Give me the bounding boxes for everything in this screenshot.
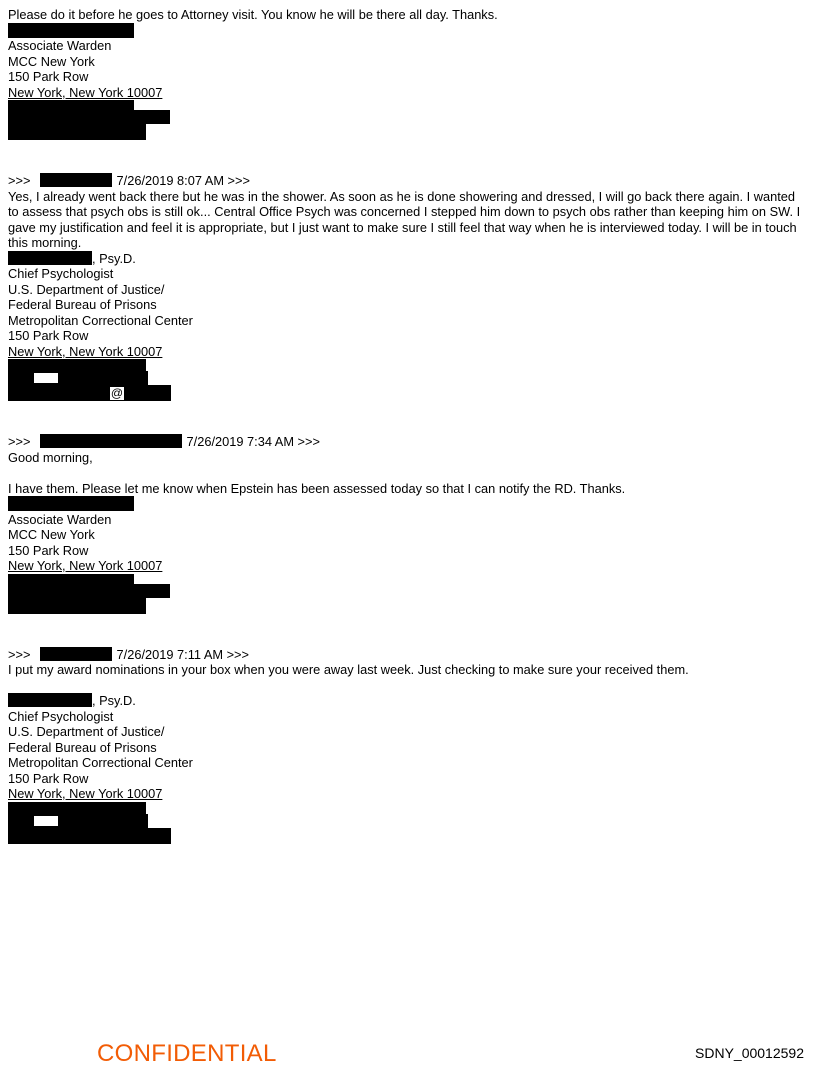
email-3-sig-city: New York, New York 10007 — [8, 558, 163, 573]
redaction — [8, 693, 92, 707]
bates-number: SDNY_00012592 — [695, 1045, 804, 1061]
email-2-credentials: , Psy.D. — [92, 250, 136, 266]
email-2 — [8, 173, 808, 403]
email-2-sig-facility: Metropolitan Correctional Center — [8, 312, 193, 328]
email-4-sig-title: Chief Psychologist — [8, 708, 114, 724]
redaction — [8, 814, 148, 828]
email-3-body: I have them. Please let me know when Epstein has been assessed today so that I can notify the RD. Thanks. — [8, 480, 626, 496]
email-2-sig-bureau: Federal Bureau of Prisons — [8, 297, 157, 312]
email-4-signer — [8, 693, 808, 709]
email-1-sig-title: Associate Warden — [8, 38, 112, 53]
redaction — [8, 110, 170, 124]
email-1-body: Please do it before he goes to Attorney visit. You know he will be there all day. Thanks. — [8, 7, 498, 22]
email-3-sig-title: Associate Warden — [8, 511, 112, 527]
email-4-sig-dept: U.S. Department of Justice/ — [8, 724, 165, 739]
redaction — [8, 251, 92, 265]
email-3 — [8, 434, 808, 616]
email-4-time: 7/26/2019 7:11 AM >>> — [116, 646, 250, 662]
redaction — [40, 434, 182, 448]
email-4-sig-city: New York, New York 10007 — [8, 786, 163, 801]
redaction-block — [8, 359, 808, 403]
email-4-sig-facility: Metropolitan Correctional Center — [8, 755, 193, 770]
quote-marker: >>> — [8, 646, 31, 662]
email-3-sig-street: 150 Park Row — [8, 542, 89, 558]
email-1-sig-org: MCC New York — [8, 53, 95, 69]
email-2-sig-city: New York, New York 10007 — [8, 343, 163, 359]
email-3-header — [8, 434, 808, 450]
redaction — [8, 385, 171, 401]
email-3-greeting: Good morning, — [8, 449, 93, 465]
redaction — [40, 647, 112, 661]
email-4-sig-street: 150 Park Row — [8, 770, 89, 786]
email-4-sig-bureau: Federal Bureau of Prisons — [8, 739, 157, 755]
email-4 — [8, 647, 808, 846]
redaction-block — [8, 802, 808, 846]
redaction-gap — [34, 373, 58, 383]
email-3-sig-org: MCC New York — [8, 527, 95, 542]
redaction — [40, 173, 112, 187]
email-2-at-sign: @ — [110, 386, 124, 400]
redaction — [8, 124, 146, 140]
email-1-sig-street: 150 Park Row — [8, 69, 89, 84]
email-4-body: I put my award nominations in your box when you were away last week. Just checking to make sure your received them. — [8, 662, 689, 677]
email-2-signer — [8, 251, 808, 267]
quote-marker: >>> — [8, 173, 31, 188]
email-thread — [8, 7, 808, 846]
redaction — [8, 371, 148, 385]
email-3-time: 7/26/2019 7:34 AM >>> — [186, 434, 320, 449]
redaction — [8, 598, 146, 614]
redaction-block — [8, 574, 808, 616]
email-2-sig-street: 150 Park Row — [8, 328, 89, 343]
email-1-sig-city: New York, New York 10007 — [8, 84, 163, 100]
redaction-gap — [34, 816, 58, 826]
redaction-block — [8, 100, 808, 142]
email-1 — [8, 7, 808, 142]
email-2-sig-title: Chief Psychologist — [8, 266, 114, 281]
email-2-body: Yes, I already went back there but he was in the shower. As soon as he is done showering and dressed, I will go back there again. I wanted to assess that psych obs is still ok... Central Office Psych was concerned I stepped him down to psych obs rather than keeping him on SW. I gave my justification and feel it is appropriate, but I just want to make sure I still feel that way when he is interviewed today. I will be in touch this morning. — [8, 188, 801, 250]
confidential-stamp: CONFIDENTIAL — [97, 1040, 277, 1067]
redaction — [8, 23, 134, 38]
quote-marker: >>> — [8, 434, 31, 449]
email-2-time: 7/26/2019 8:07 AM >>> — [116, 173, 250, 188]
redaction — [8, 584, 170, 598]
email-2-header — [8, 173, 808, 189]
redaction — [8, 496, 134, 511]
email-4-header — [8, 647, 808, 663]
email-4-credentials: , Psy.D. — [92, 693, 136, 708]
email-2-sig-dept: U.S. Department of Justice/ — [8, 281, 165, 297]
redaction — [8, 828, 171, 844]
